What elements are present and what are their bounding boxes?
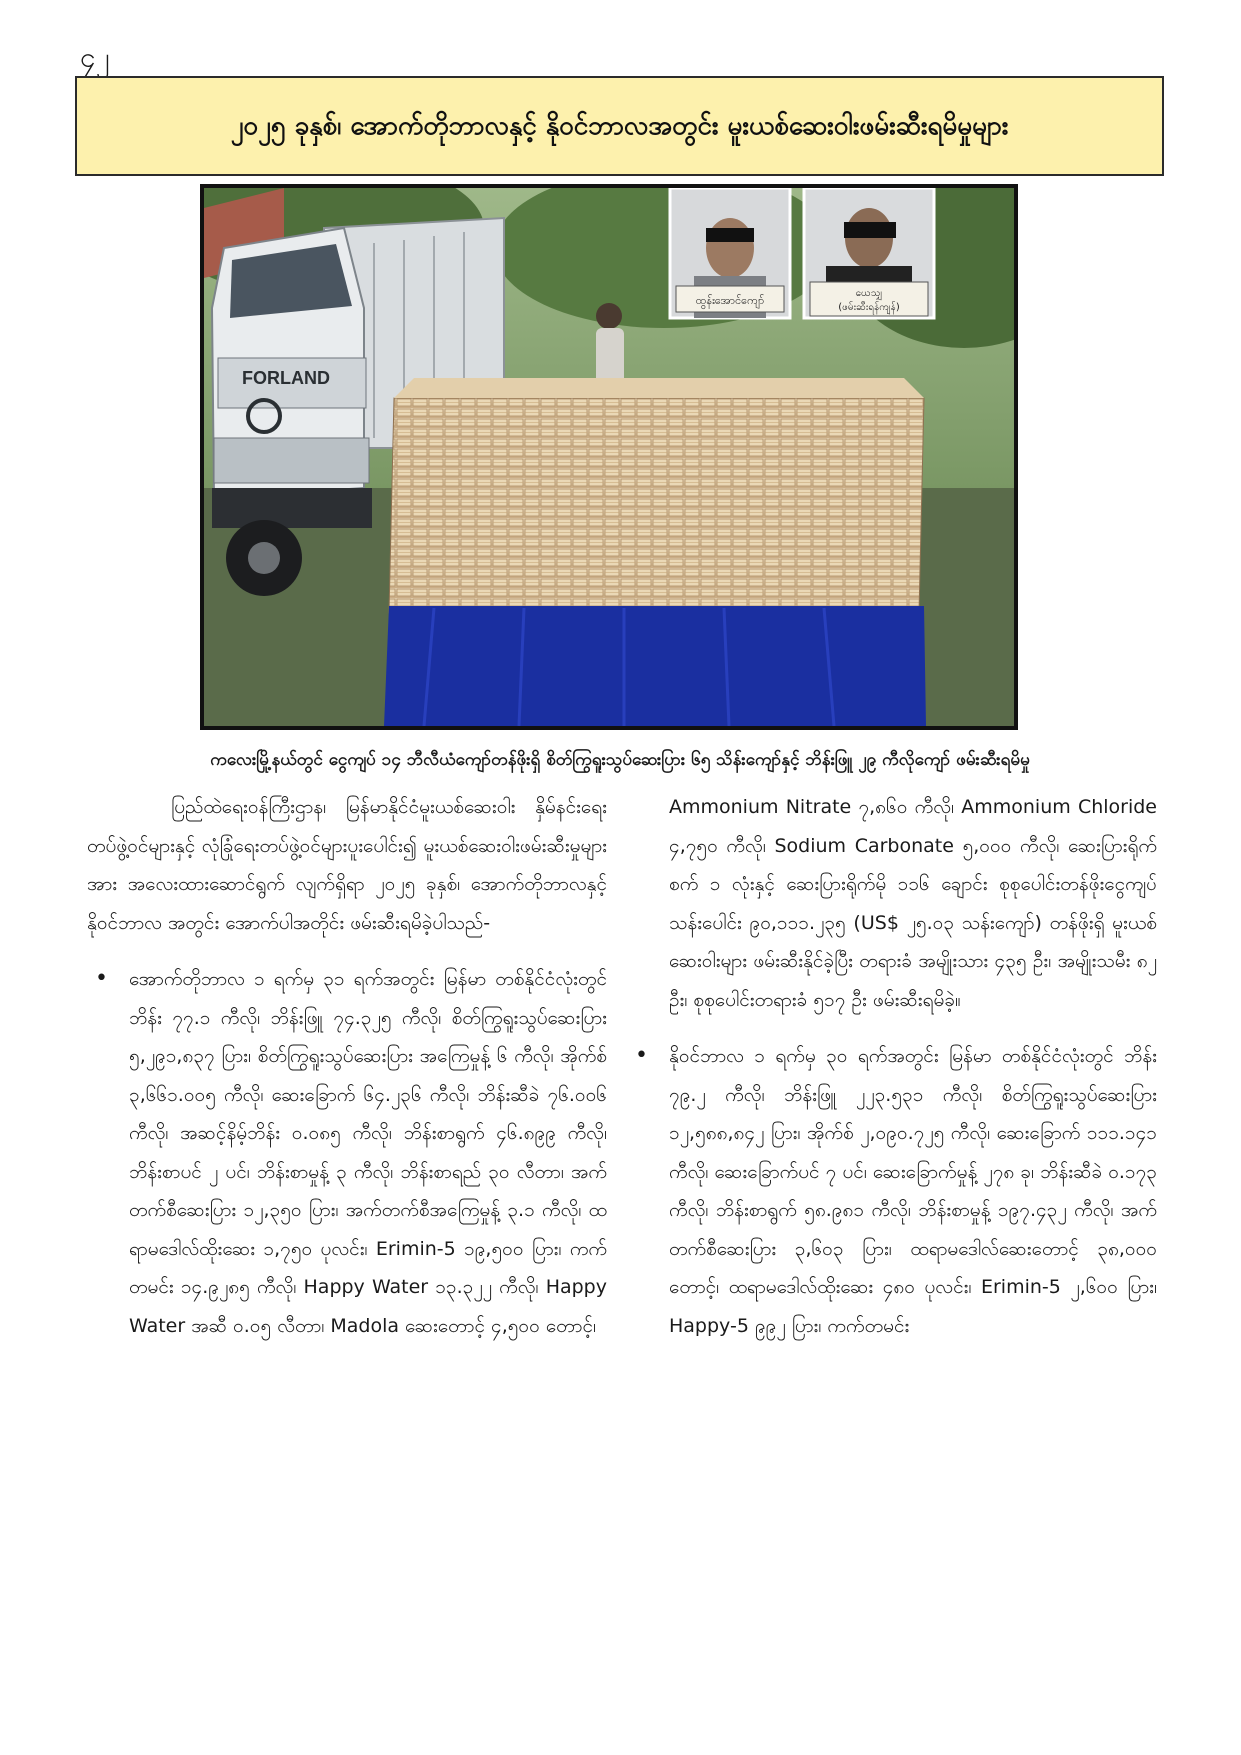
left-column: [87, 788, 607, 1363]
right-column: [627, 788, 1157, 1363]
portrait-2-label-line1: ယေသျှ: [855, 288, 883, 299]
october-seizures-text: အောက်တိုဘာလ ၁ ရက်မှ ၃၁ ရက်အတွင်း မြန်မာ တစ်နိုင်ငံလုံးတွင် ဘိန်း ၇၇.၁ ကီလို၊ ဘိန်းဖြူ ၇၄.၃၂၅ ကီလို၊ စိတ်ကြွရူးသွပ်ဆေးပြား ၅,၂၉၁,၈၃၇ ပြား၊ စိတ်ကြွရူးသွပ်ဆေးပြား အကြေမှုန့် ၆ ကီလို၊ အိုက်စ် ၃,၆၆၁.၀၀၅ ကီလို၊ ဆေးခြောက် ၆၄.၂၃၆ ကီလို၊ ဘိန်းဆီခဲ ၇၆.၀၀၆ ကီလို၊ အဆင့်နိမ့်ဘိန်း ၀.၀၈၅ ကီလို၊ ဘိန်းစာရွက် ၄၆.၈၉၉ ကီလို၊ ဘိန်းစာပင် ၂ ပင်၊ ဘိန်းစာမှုန့် ၃ ကီလို၊ ဘိန်းစာရည် ၃၀ လီတာ၊ အက်တက်စီဆေးပြား ၁၂,၃၅၀ ပြား၊ အက်တက်စီအကြေမှုန့် ၃.၁ ကီလို၊ ထရာမဒေါလ်ထိုးဆေး ၁,၇၅၀ ပုလင်း၊ Erimin-5 ၁၉,၅၀၀ ပြား၊ ကက်တမင်း ၁၄.၉၂၈၅ ကီလို၊ Happy Water ၁၃.၃၂၂ ကီလို၊ Happy Water အဆီ ၀.၀၅ လီတာ၊ Madola ဆေးတောင့် ၄,၅၀၀ တောင့်၊: [129, 968, 607, 1337]
page-number: ၄၂: [80, 41, 110, 74]
list-item-november: [627, 1037, 1157, 1345]
intro-paragraph: ပြည်ထဲရေးဝန်ကြီးဌာန၊ မြန်မာနိုင်ငံမူးယစ်ဆေးဝါး နှိမ်နင်းရေးတပ်ဖွဲ့ဝင်များနှင့် လုံခြုံရေးတပ်ဖွဲ့ဝင်များပူးပေါင်း၍ မူးယစ်ဆေးဝါးဖမ်းဆီးမှုများအား အလေးထားဆောင်ရွက် လျက်ရှိရာ ၂၀၂၅ ခုနှစ်၊ အောက်တိုဘာလနှင့် နိုဝင်ဘာလ အတွင်း အောက်ပါအတိုင်း ဖမ်းဆီးရမိခဲ့ပါသည်-: [87, 796, 607, 934]
person-standing-icon: [596, 303, 624, 388]
inset-portrait-2: [804, 188, 934, 318]
seizure-photo-illustration: [204, 188, 1014, 726]
bullet-icon: •: [95, 966, 108, 991]
drug-packages-pile: [389, 398, 924, 613]
october-continuation: Ammonium Nitrate ၇,၈၆၀ ကီလို၊ Ammonium Chloride ၄,၇၅၀ ကီလို၊ Sodium Carbonate ၅,၀၀၀ ကီလို၊ ဆေးပြားရိုက်စက် ၁ လုံးနှင့် ဆေးပြားရိုက်မို ၁၁၆ ချောင်း စုစုပေါင်းတန်ဖိုးငွေကျပ်သန်းပေါင်း ၉၀,၁၁၁.၂၃၅ (US$ ၂၅.၀၃ သန်းကျော်) တန်ဖိုးရှိ မူးယစ်ဆေးဝါးများ ဖမ်းဆီးနိုင်ခဲ့ပြီး တရားခံ အမျိုးသား ၄၃၅ ဦး၊ အမျိုးသမီး ၈၂ ဦး၊ စုစုပေါင်းတရားခံ ၅၁၇ ဦး ဖမ်းဆီးရမိခဲ့။: [669, 796, 1157, 1011]
truck-brand: FORLAND: [242, 368, 330, 388]
blue-table-cloth: [384, 606, 926, 726]
inset-portrait-1: [670, 188, 790, 318]
bullet-icon: •: [635, 1043, 648, 1068]
portrait-2-label-line2: (ဖမ်းဆီးရန်ကျန်): [838, 302, 900, 313]
page-title: ၂၀၂၅ ခုနှစ်၊ အောက်တိုဘာလနှင့် နိုဝင်ဘာလအတွင်း မူးယစ်ဆေးဝါးဖမ်းဆီးရမိမှုများ: [230, 110, 1009, 141]
list-item-october: [87, 960, 607, 1345]
portrait-1-label: ထွန်းအောင်ကျော်: [695, 294, 765, 307]
title-banner: [75, 76, 1164, 176]
photo-caption: ကလေးမြို့နယ်တွင် ငွေကျပ် ၁၄ ဘီလီယံကျော်တန်ဖိုးရှိ စိတ်ကြွရူးသွပ်ဆေးပြား ၆၅ သိန်းကျော်နှင့် ဘိန်းဖြူ ၂၉ ကီလိုကျော် ဖမ်းဆီးရမိမှု: [210, 750, 1030, 770]
seizure-photo: [200, 184, 1018, 730]
november-seizures-text: နိုဝင်ဘာလ ၁ ရက်မှ ၃၀ ရက်အတွင်း မြန်မာ တစ်နိုင်ငံလုံးတွင် ဘိန်း ၇၉.၂ ကီလို၊ ဘိန်းဖြူ ၂၂၃.၅၃၁ ကီလို၊ စိတ်ကြွရူးသွပ်ဆေးပြား ၁၂,၅၈၈,၈၄၂ ပြား၊ အိုက်စ် ၂,၀၉၀.၇၂၅ ကီလို၊ ဆေးခြောက် ၁၁၁.၁၄၁ ကီလို၊ ဆေးခြောက်ပင် ၇ ပင်၊ ဆေးခြောက်မှုန့် ၂၇၈ ခု၊ ဘိန်းဆီခဲ ၀.၁၇၃ ကီလို၊ ဘိန်းစာရွက် ၅၈.၉၈၁ ကီလို၊ ဘိန်းစာမှုန့် ၁၉၇.၄၃၂ ကီလို၊ အက်တက်စီဆေးပြား ၃,၆၀၃ ပြား၊ ထရာမဒေါလ်ဆေးတောင့် ၃၈,၀၀၀ တောင့်၊ ထရာမဒေါလ်ထိုးဆေး ၄၈၀ ပုလင်း၊ Erimin-5 ၂,၆၀၀ ပြား၊ Happy-5 ၉၉၂ ပြား၊ ကက်တမင်း: [669, 1045, 1157, 1337]
